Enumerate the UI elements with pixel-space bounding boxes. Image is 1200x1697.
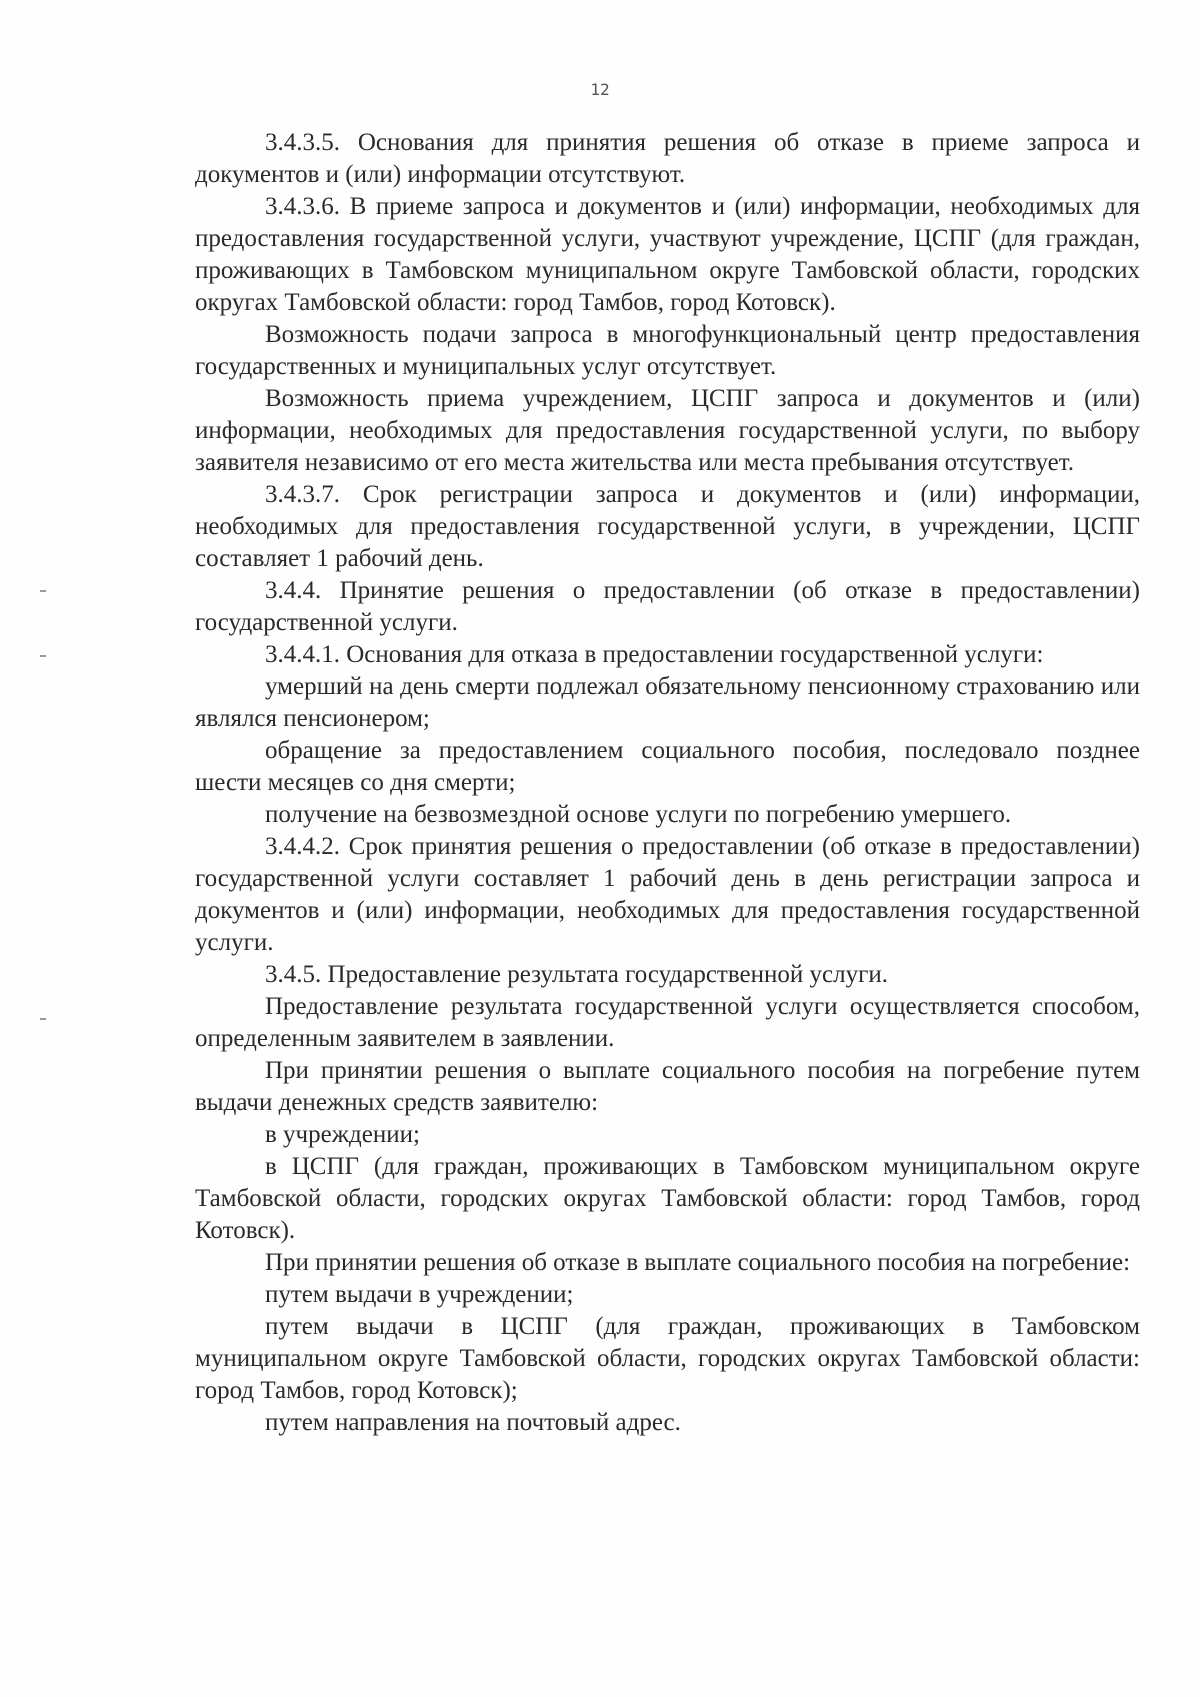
scan-artifact-mark bbox=[40, 590, 46, 592]
paragraph: в учреждении; bbox=[265, 1121, 420, 1148]
paragraph: получение на безвозмездной основе услуги по погребению умершего. bbox=[265, 801, 1012, 828]
document-body bbox=[195, 127, 1140, 1439]
paragraph: 3.4.5. Предоставление результата государственной услуги. bbox=[265, 961, 888, 988]
paragraph: Возможность приема учреждением, ЦСПГ запроса и документов и (или) информации, необходимых для предоставления государственной услуги, по выбору заявителя независимо от его места жительства или места пребывания отсутствует. bbox=[195, 385, 1140, 476]
paragraph: обращение за предоставлением социального пособия, последовало позднее шести месяцев со дня смерти; bbox=[195, 737, 1140, 796]
paragraph: умерший на день смерти подлежал обязательному пенсионному страхованию или являлся пенсионером; bbox=[195, 673, 1140, 732]
paragraph: При принятии решения об отказе в выплате социального пособия на погребение: bbox=[265, 1249, 1131, 1276]
paragraph: 3.4.4.2. Срок принятия решения о предоставлении (об отказе в предоставлении) государственной услуги составляет 1 рабочий день в день регистрации запроса и документов и (или) информации, необходимых для предоставления государственной услуги. bbox=[195, 833, 1140, 956]
paragraph: Возможность подачи запроса в многофункциональный центр предоставления государственных и муниципальных услуг отсутствует. bbox=[195, 321, 1140, 380]
paragraph: 3.4.3.5. Основания для принятия решения об отказе в приеме запроса и документов и (или) информации отсутствуют. bbox=[195, 129, 1140, 188]
paragraph: Предоставление результата государственной услуги осуществляется способом, определенным заявителем в заявлении. bbox=[195, 993, 1140, 1052]
paragraph: 3.4.3.6. В приеме запроса и документов и (или) информации, необходимых для предоставления государственной услуги, участвуют учреждение, ЦСПГ (для граждан, проживающих в Тамбовском муниципальном округе Тамбовской области, городских округах Тамбовской области: город Тамбов, город Котовск). bbox=[195, 193, 1140, 316]
page-number: 12 bbox=[590, 80, 610, 99]
paragraph: путем выдачи в ЦСПГ (для граждан, проживающих в Тамбовском муниципальном округе Тамбовской области, городских округах Тамбовской области: город Тамбов, город Котовск); bbox=[195, 1313, 1140, 1404]
paragraph: путем выдачи в учреждении; bbox=[265, 1281, 574, 1308]
paragraph: 3.4.4.1. Основания для отказа в предоставлении государственной услуги: bbox=[265, 641, 1044, 668]
scan-artifact-mark bbox=[40, 1018, 46, 1020]
paragraph: 3.4.4. Принятие решения о предоставлении (об отказе в предоставлении) государственной услуги. bbox=[195, 577, 1140, 636]
paragraph: При принятии решения о выплате социального пособия на погребение путем выдачи денежных средств заявителю: bbox=[195, 1057, 1140, 1116]
scan-artifact-mark bbox=[40, 655, 46, 657]
paragraph: 3.4.3.7. Срок регистрации запроса и документов и (или) информации, необходимых для предоставления государственной услуги, в учреждении, ЦСПГ составляет 1 рабочий день. bbox=[195, 481, 1140, 572]
paragraph: в ЦСПГ (для граждан, проживающих в Тамбовском муниципальном округе Тамбовской области, городских округах Тамбовской области: город Тамбов, город Котовск). bbox=[195, 1153, 1140, 1244]
paragraph: путем направления на почтовый адрес. bbox=[265, 1409, 681, 1436]
